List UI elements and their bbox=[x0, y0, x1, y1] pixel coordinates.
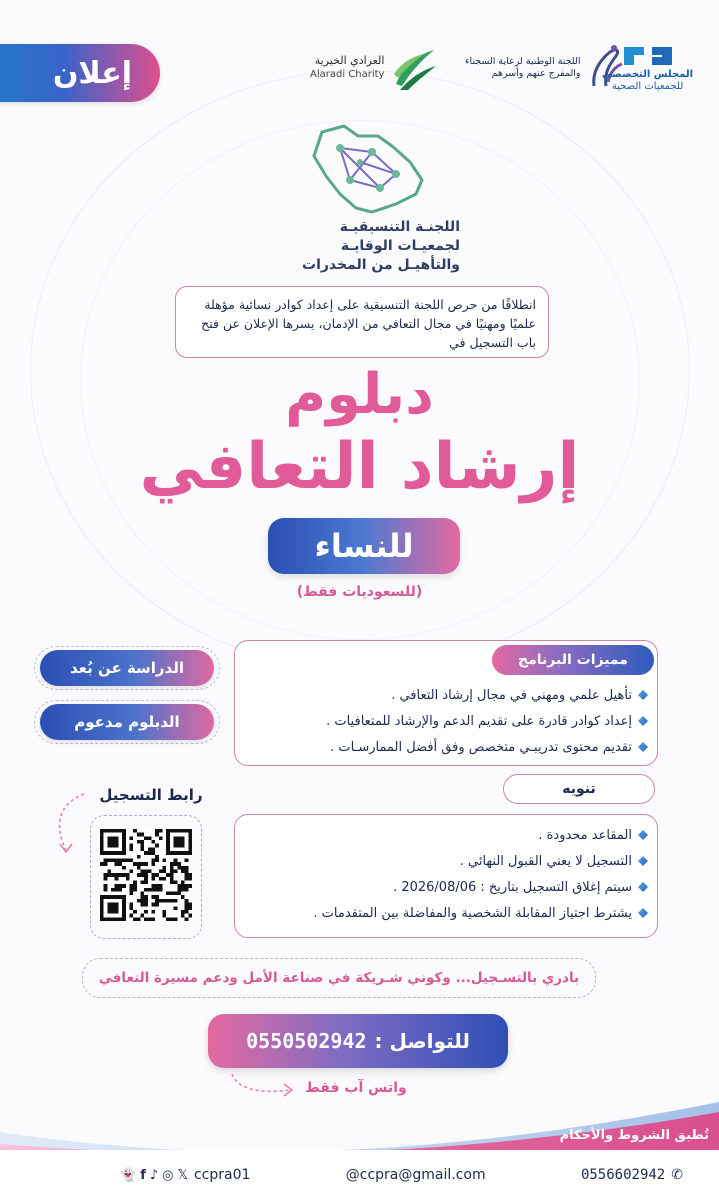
phone-icon: ✆ bbox=[671, 1167, 683, 1183]
bullet-diamond-icon bbox=[638, 716, 648, 726]
contact-phone: 0550502942 bbox=[246, 1029, 367, 1053]
committee-map-logo-icon bbox=[300, 122, 430, 218]
registration-qr-code[interactable] bbox=[100, 829, 192, 921]
x-icon: 𝕏 bbox=[177, 1167, 188, 1183]
list-item: إعداد كوادر قادرة على تقديم الدعم والإرشاد للمتعافيات . bbox=[246, 708, 648, 734]
footer-phone-text: 0556602942 bbox=[580, 1167, 666, 1183]
partner-alaradi-name-en: Alaradi Charity bbox=[310, 69, 385, 80]
announcement-badge: إعلان bbox=[0, 44, 160, 102]
headline-recovery-counseling: إرشاد التعافي bbox=[139, 430, 580, 504]
partner-health-line2: للجمعيات الصحية bbox=[611, 81, 684, 92]
list-item: تقديم محتوى تدريبـي متخصص وفق أفضل الممارسـات . bbox=[246, 734, 648, 760]
remote-study-badge: الدراسة عن بُعد bbox=[40, 650, 214, 686]
list-item: التسجيل لا يعني القبول النهائي . bbox=[242, 848, 648, 874]
features-title: مميزات البرنامج bbox=[492, 645, 654, 675]
partner-alaradi-charity bbox=[310, 40, 438, 96]
headline-diploma: دبلوم bbox=[285, 362, 434, 427]
list-item: المقاعد محدودة . bbox=[242, 822, 648, 848]
footer-social[interactable] bbox=[120, 1167, 250, 1183]
terms-conditions-note: تُطبق الشروط والأحكام bbox=[559, 1128, 709, 1143]
bullet-diamond-icon bbox=[638, 830, 648, 840]
partner-prisoners-line1: اللجنة الوطنية لرعاية السجناء bbox=[465, 56, 581, 67]
contact-button[interactable] bbox=[208, 1014, 508, 1068]
list-item: يشترط اجتياز المقابلة الشخصية والمفاضلة بين المتقدمات . bbox=[242, 900, 648, 926]
health-council-logo-icon bbox=[620, 43, 676, 69]
committee-name-line1: اللجنـة التنسيقيـة bbox=[339, 219, 460, 235]
partner-alaradi-name-ar: العرادي الخيرية bbox=[314, 54, 385, 67]
snapchat-icon: 👻 bbox=[120, 1167, 137, 1183]
partner-health-line1: المجلس التخصصي bbox=[602, 69, 694, 80]
footer-phone[interactable] bbox=[581, 1167, 683, 1183]
audience-note: (للسعوديات فقط) bbox=[296, 584, 423, 600]
list-item: سيتم إغلاق التسجيل بتاريخ : 2026/08/06 . bbox=[242, 874, 648, 900]
instagram-icon: ◎ bbox=[162, 1167, 174, 1183]
committee-name-line3: والتأهيـل من المخدرات bbox=[302, 257, 460, 273]
features-list bbox=[246, 682, 648, 760]
committee-name-line2: لجمعيـات الوقايـة bbox=[340, 238, 460, 254]
registration-link-label: رابط التسجيل bbox=[99, 786, 203, 804]
committee-name bbox=[250, 218, 460, 275]
partner-prisoners-line2: والمفرج عنهم وأسرهم bbox=[491, 68, 581, 79]
intro-text-box: انطلاقًا من حرص اللجنة التنسيقية على إعداد كوادر نسائية مؤهلة علميًا ومهنيًا في مجال التعافي من الإدمان، يسرها الإعلان عن فتح باب التسجيل في bbox=[175, 286, 549, 358]
footer-email-text: @ccpra@gmail.com bbox=[345, 1167, 486, 1183]
tiktok-icon: ♪ bbox=[149, 1167, 159, 1183]
footer-contact-bar bbox=[0, 1150, 719, 1200]
subsidized-diploma-badge: الدبلوم مدعوم bbox=[40, 704, 214, 740]
notice-title: تنويه bbox=[503, 774, 655, 804]
footer-email[interactable] bbox=[346, 1167, 486, 1183]
alaradi-leaf-logo-icon bbox=[390, 44, 438, 92]
bullet-diamond-icon bbox=[638, 742, 648, 752]
bullet-diamond-icon bbox=[638, 908, 648, 918]
notice-list bbox=[242, 822, 648, 926]
bullet-diamond-icon bbox=[638, 690, 648, 700]
footer-social-handle: ccpra01 bbox=[193, 1167, 251, 1183]
contact-label: للتواصل : bbox=[374, 1029, 470, 1053]
list-item: تأهيل علمي ومهني في مجال إرشاد التعافي . bbox=[246, 682, 648, 708]
audience-badge: للنساء bbox=[268, 518, 460, 574]
bullet-diamond-icon bbox=[638, 856, 648, 866]
partner-health-council bbox=[602, 40, 693, 96]
facebook-icon: f bbox=[140, 1167, 146, 1183]
call-to-action: بادري بالتسـجيل... وكوني شـريكة في صناعة الأمل ودعم مسيرة التعافي bbox=[82, 958, 596, 998]
bullet-diamond-icon bbox=[638, 882, 648, 892]
whatsapp-only-note: واتس آب فقط bbox=[305, 1080, 407, 1096]
curved-arrow-icon bbox=[44, 790, 94, 860]
